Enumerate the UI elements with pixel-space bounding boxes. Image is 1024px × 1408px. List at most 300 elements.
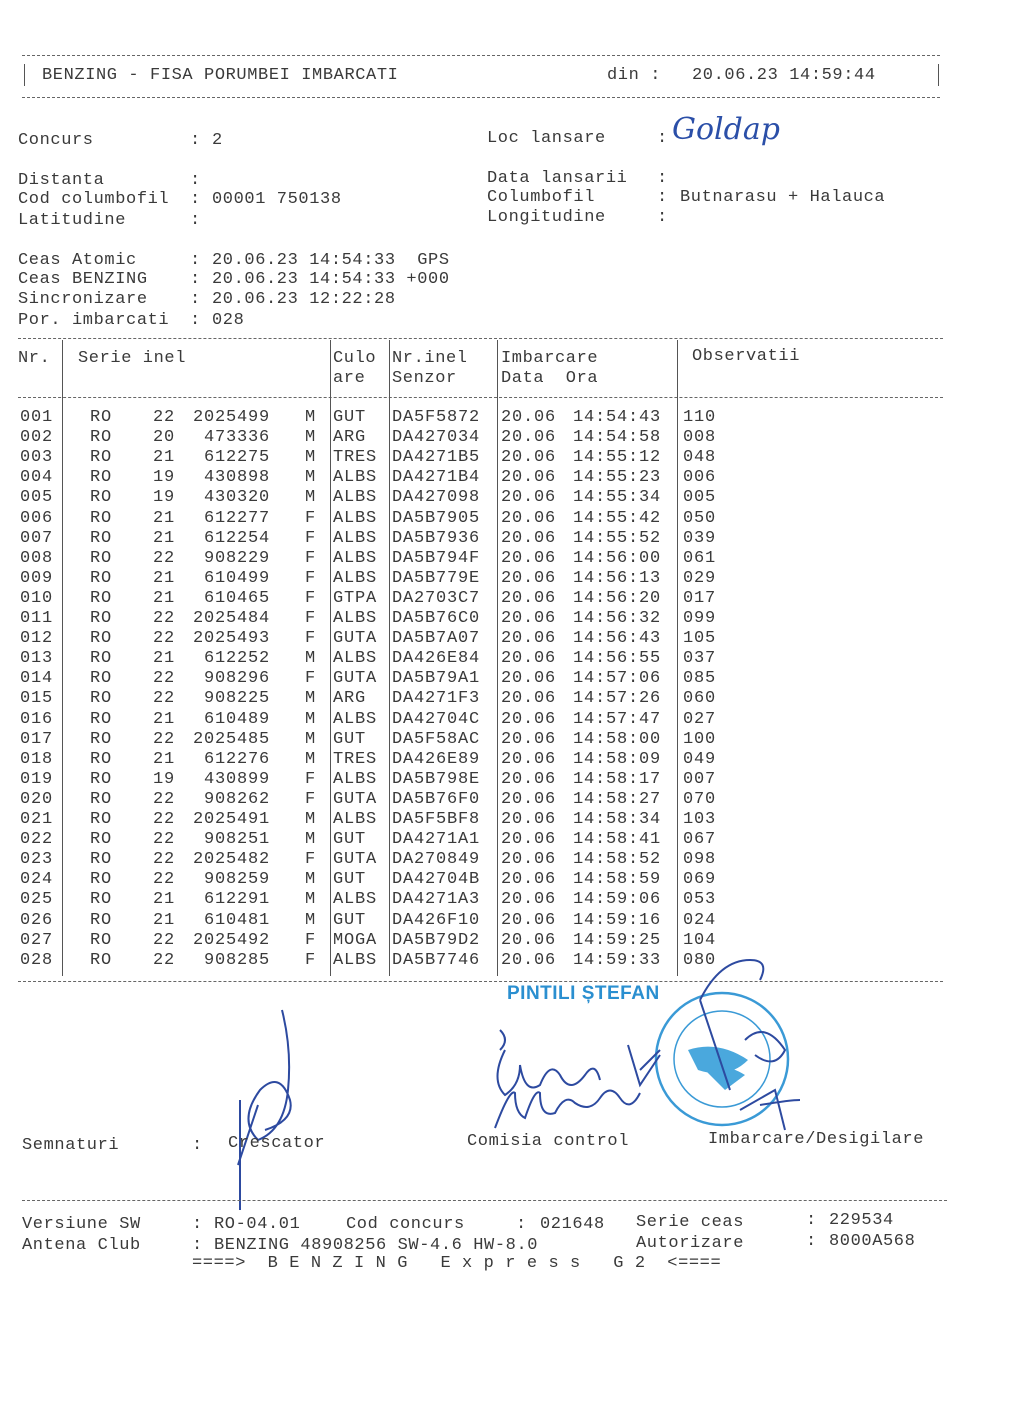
ring-country: RO [90,830,113,850]
color: ALBS [333,568,378,588]
crescator-signature [238,1010,291,1210]
sex: F [305,930,317,950]
date: 20.06 [501,408,557,427]
date: 20.06 [501,910,557,930]
sensor-id: DA5B79A1 [392,669,481,689]
row-nr: 016 [20,709,54,729]
time: 14:58:09 [573,749,662,769]
time: 14:58:34 [573,810,662,829]
time: 14:58:52 [573,850,662,870]
col-header-serie: Serie inel [78,349,187,368]
info-colon: : [657,169,668,188]
ring-number: 908251 [203,830,270,850]
ring-country: RO [90,810,113,829]
ring-number: 612291 [203,890,270,910]
colon: : [806,1232,817,1251]
imbarcare-desigilare-label: Imbarcare/Desigilare [708,1130,925,1149]
antena-club-value: BENZING 48908256 SW-4.6 HW-8.0 [214,1236,539,1255]
info-label: Distanta [18,171,105,190]
info-colon: : [190,190,201,209]
sensor-id: DA5B76C0 [392,609,481,628]
document-datetime: 20.06.23 14:59:44 [692,66,876,85]
info-label: Sincronizare [18,290,148,309]
color: ALBS [333,890,378,910]
sensor-id: DA4271B4 [392,468,481,488]
ring-year: 22 [153,669,176,689]
semnaturi-label: Semnaturi [22,1136,120,1155]
date: 20.06 [501,568,557,588]
ring-year: 21 [153,508,176,528]
ring-year: 22 [153,689,176,709]
row-nr: 019 [20,769,54,789]
date: 20.06 [501,769,557,789]
color: ALBS [333,769,378,789]
color: ALBS [333,488,378,508]
sensor-id: DA5B79D2 [392,930,481,950]
time: 14:59:33 [573,950,662,970]
loc-lansare-handwritten: Goldap [672,112,780,147]
ring-country: RO [90,548,113,568]
row-nr: 026 [20,910,54,930]
row-nr: 012 [20,629,54,649]
observation: 029 [683,568,717,588]
info-colon: : [190,131,201,150]
time: 14:57:26 [573,689,662,709]
info-label: Loc lansare [487,129,606,148]
sex: M [305,468,317,488]
row-nr: 006 [20,508,54,528]
autorizare-label: Autorizare [636,1234,745,1253]
sensor-id: DA5B7746 [392,950,481,970]
ring-country: RO [90,488,113,508]
row-nr: 002 [20,428,54,448]
ring-country: RO [90,609,113,628]
sensor-id: DA4271A3 [392,890,481,910]
col-header-nr: Nr. [18,349,51,368]
ring-year: 22 [153,548,176,568]
info-colon: : [190,270,201,289]
date: 20.06 [501,629,557,649]
info-label: Columbofil [487,188,596,207]
observation: 050 [683,508,717,528]
observation: 085 [683,669,717,689]
info-colon: : [190,311,201,330]
sex: M [305,729,317,749]
observation: 017 [683,588,717,608]
row-nr: 022 [20,830,54,850]
ring-country: RO [90,448,113,468]
row-nr: 013 [20,649,54,669]
date: 20.06 [501,649,557,669]
observation: 060 [683,689,717,709]
date: 20.06 [501,428,557,448]
serie-ceas-value: 229534 [829,1211,894,1230]
observation: 100 [683,729,717,749]
color: GUTA [333,850,378,870]
info-value: 20.06.23 12:22:28 [212,290,396,309]
comisia-signature-2 [495,1091,640,1129]
sex: F [305,669,317,689]
date: 20.06 [501,870,557,890]
info-label: Ceas Atomic [18,251,137,270]
date: 20.06 [501,830,557,850]
time: 14:56:32 [573,609,662,628]
ring-year: 19 [153,488,176,508]
color: ARG [333,428,367,448]
time: 14:56:00 [573,548,662,568]
ring-country: RO [90,950,113,970]
observation: 103 [683,810,717,829]
round-stamp [656,993,788,1125]
colon: : [806,1211,817,1230]
observation: 098 [683,850,717,870]
ring-number: 2025484 [192,609,270,628]
color: ALBS [333,810,378,829]
color: MOGA [333,930,378,950]
row-nr: 004 [20,468,54,488]
date: 20.06 [501,689,557,709]
sensor-id: DA5F5BF8 [392,810,481,829]
ring-year: 19 [153,769,176,789]
time: 14:58:41 [573,830,662,850]
row-nr: 007 [20,528,54,548]
ring-number: 908229 [203,548,270,568]
color: GUTA [333,629,378,649]
time: 14:59:25 [573,930,662,950]
observation: 110 [683,408,717,427]
date: 20.06 [501,448,557,468]
row-nr: 018 [20,749,54,769]
ring-country: RO [90,930,113,950]
date: 20.06 [501,810,557,829]
info-value: 00001 750138 [212,190,342,209]
color: GTPA [333,588,378,608]
ring-number: 430898 [203,468,270,488]
ring-country: RO [90,709,113,729]
colon: : [516,1215,527,1234]
date: 20.06 [501,709,557,729]
ring-year: 19 [153,468,176,488]
benzing-banner: ====> B E N Z I N G E x p r e s s G 2 <==== [192,1254,722,1273]
col-header-data-ora: Data Ora [501,369,599,388]
sensor-id: DA426E84 [392,649,481,669]
date: 20.06 [501,890,557,910]
ring-year: 21 [153,448,176,468]
serie-ceas-label: Serie ceas [636,1213,745,1232]
sex: F [305,950,317,970]
sensor-id: DA427034 [392,428,481,448]
sensor-id: DA427098 [392,488,481,508]
ring-year: 21 [153,749,176,769]
sex: M [305,428,317,448]
time: 14:55:42 [573,508,662,528]
row-nr: 027 [20,930,54,950]
ring-year: 21 [153,910,176,930]
sex: M [305,910,317,930]
row-nr: 024 [20,870,54,890]
sex: M [305,448,317,468]
ring-country: RO [90,508,113,528]
color: TRES [333,448,378,468]
sex: F [305,568,317,588]
ring-number: 2025493 [192,629,270,649]
color: ALBS [333,508,378,528]
info-label: Por. imbarcati [18,311,170,330]
row-nr: 023 [20,850,54,870]
antena-club-label: Antena Club [22,1236,141,1255]
date: 20.06 [501,669,557,689]
sex: F [305,609,317,628]
ring-country: RO [90,649,113,669]
ring-year: 22 [153,930,176,950]
info-colon: : [657,129,668,148]
comisia-control-label: Comisia control [467,1132,630,1151]
cod-concurs-label: Cod concurs [346,1215,465,1234]
ring-year: 22 [153,789,176,809]
versiune-sw-label: Versiune SW [22,1215,141,1234]
sensor-id: DA4271F3 [392,689,481,709]
ring-number: 610465 [203,588,270,608]
sex: M [305,830,317,850]
ring-number: 473336 [203,428,270,448]
sex: M [305,488,317,508]
color: ALBS [333,528,378,548]
autorizare-value: 8000A568 [829,1232,916,1251]
date: 20.06 [501,508,557,528]
time: 14:56:13 [573,568,662,588]
ring-country: RO [90,689,113,709]
color: GUT [333,910,367,930]
sex: F [305,629,317,649]
info-label: Data lansarii [487,169,628,188]
din-label: din : [607,66,662,85]
ring-country: RO [90,669,113,689]
observation: 005 [683,488,717,508]
observation: 049 [683,749,717,769]
ring-number: 908225 [203,689,270,709]
imbarcare-signature [700,960,800,1130]
color: ALBS [333,548,378,568]
info-label: Cod columbofil [18,190,170,209]
sex: F [305,769,317,789]
ring-number: 430320 [203,488,270,508]
sensor-id: DA5F5872 [392,408,481,427]
ring-year: 22 [153,850,176,870]
time: 14:55:52 [573,528,662,548]
date: 20.06 [501,850,557,870]
ring-country: RO [90,850,113,870]
col-header-imbarcare: Imbarcare [501,349,599,368]
sensor-id: DA426E89 [392,749,481,769]
row-nr: 014 [20,669,54,689]
ring-country: RO [90,588,113,608]
date: 20.06 [501,950,557,970]
info-colon: : [657,208,668,227]
col-header-senzor: Senzor [392,369,457,388]
color: ALBS [333,709,378,729]
colon: : [192,1236,203,1255]
info-value: 2 [212,131,223,150]
color: GUTA [333,669,378,689]
row-nr: 011 [20,609,54,628]
color: ARG [333,689,367,709]
sensor-id: DA5F58AC [392,729,481,749]
row-nr: 001 [20,408,54,427]
row-nr: 017 [20,729,54,749]
ring-number: 2025482 [192,850,270,870]
ring-year: 22 [153,609,176,628]
ring-number: 610481 [203,910,270,930]
observation: 061 [683,548,717,568]
observation: 104 [683,930,717,950]
info-colon: : [190,171,201,190]
sensor-id: DA426F10 [392,910,481,930]
sex: F [305,508,317,528]
sensor-id: DA5B798E [392,769,481,789]
info-value: Butnarasu + Halauca [680,188,886,207]
colon: : [192,1215,203,1234]
row-nr: 025 [20,890,54,910]
col-header-observatii: Observatii [692,347,801,366]
observation: 007 [683,769,717,789]
ring-year: 21 [153,588,176,608]
ring-year: 21 [153,649,176,669]
ring-country: RO [90,729,113,749]
sex: M [305,408,317,427]
date: 20.06 [501,609,557,628]
sex: M [305,689,317,709]
sex: F [305,588,317,608]
info-value: 20.06.23 14:54:33 +000 [212,270,450,289]
observation: 008 [683,428,717,448]
color: ALBS [333,468,378,488]
comisia-signature-1 [498,1030,601,1095]
observation: 067 [683,830,717,850]
ring-country: RO [90,789,113,809]
info-colon: : [190,251,201,270]
col-header-culo: Culo [333,349,377,368]
observation: 027 [683,709,717,729]
observation: 024 [683,910,717,930]
sensor-id: DA5B7936 [392,528,481,548]
time: 14:59:06 [573,890,662,910]
ring-country: RO [90,468,113,488]
sex: M [305,749,317,769]
color: GUT [333,729,367,749]
ring-year: 21 [153,709,176,729]
ring-country: RO [90,749,113,769]
sex: F [305,528,317,548]
observation: 105 [683,629,717,649]
color: TRES [333,749,378,769]
date: 20.06 [501,930,557,950]
color: GUT [333,870,367,890]
time: 14:54:58 [573,428,662,448]
ring-country: RO [90,870,113,890]
row-nr: 021 [20,810,54,829]
ring-number: 612254 [203,528,270,548]
time: 14:56:43 [573,629,662,649]
ring-number: 2025485 [192,729,270,749]
ring-country: RO [90,528,113,548]
ring-number: 610489 [203,709,270,729]
time: 14:59:16 [573,910,662,930]
ring-number: 612277 [203,508,270,528]
sensor-id: DA5B794F [392,548,481,568]
document-title: BENZING - FISA PORUMBEI IMBARCATI [42,66,399,85]
cod-concurs-value: 021648 [540,1215,605,1234]
observation: 006 [683,468,717,488]
ring-year: 21 [153,890,176,910]
sensor-id: DA5B76F0 [392,789,481,809]
ring-number: 2025492 [192,930,270,950]
ring-number: 2025499 [192,408,270,427]
ring-year: 22 [153,629,176,649]
time: 14:56:20 [573,588,662,608]
ring-country: RO [90,408,113,427]
info-colon: : [190,290,201,309]
footer-border [22,1200,947,1201]
ring-year: 22 [153,408,176,427]
color: GUTA [333,789,378,809]
ring-country: RO [90,769,113,789]
ring-year: 22 [153,729,176,749]
time: 14:55:23 [573,468,662,488]
ring-country: RO [90,890,113,910]
info-label: Ceas BENZING [18,270,148,289]
ring-number: 2025491 [192,810,270,829]
date: 20.06 [501,468,557,488]
observation: 099 [683,609,717,628]
ring-number: 908296 [203,669,270,689]
ring-number: 612275 [203,448,270,468]
time: 14:58:17 [573,769,662,789]
sensor-id: DA4271A1 [392,830,481,850]
row-nr: 020 [20,789,54,809]
sensor-id: DA42704C [392,709,481,729]
row-nr: 008 [20,548,54,568]
ring-country: RO [90,568,113,588]
observation: 069 [683,870,717,890]
color: ALBS [333,609,378,628]
date: 20.06 [501,488,557,508]
time: 14:55:34 [573,488,662,508]
ring-year: 22 [153,950,176,970]
sex: F [305,548,317,568]
info-label: Concurs [18,131,94,150]
ring-number: 612252 [203,649,270,669]
ring-year: 22 [153,870,176,890]
color: ALBS [333,950,378,970]
time: 14:57:47 [573,709,662,729]
sensor-id: DA4271B5 [392,448,481,468]
info-colon: : [190,211,201,230]
sensor-id: DA5B7A07 [392,629,481,649]
col-header-culo-2: are [333,369,366,388]
color: GUT [333,408,367,427]
row-nr: 010 [20,588,54,608]
crescator-label: Crescator [228,1134,326,1153]
time: 14:58:59 [573,870,662,890]
date: 20.06 [501,729,557,749]
semnaturi-colon: : [192,1136,203,1155]
row-nr: 028 [20,950,54,970]
info-value: 20.06.23 14:54:33 GPS [212,251,450,270]
ring-year: 20 [153,428,176,448]
observation: 053 [683,890,717,910]
ring-number: 612276 [203,749,270,769]
ring-number: 430899 [203,769,270,789]
